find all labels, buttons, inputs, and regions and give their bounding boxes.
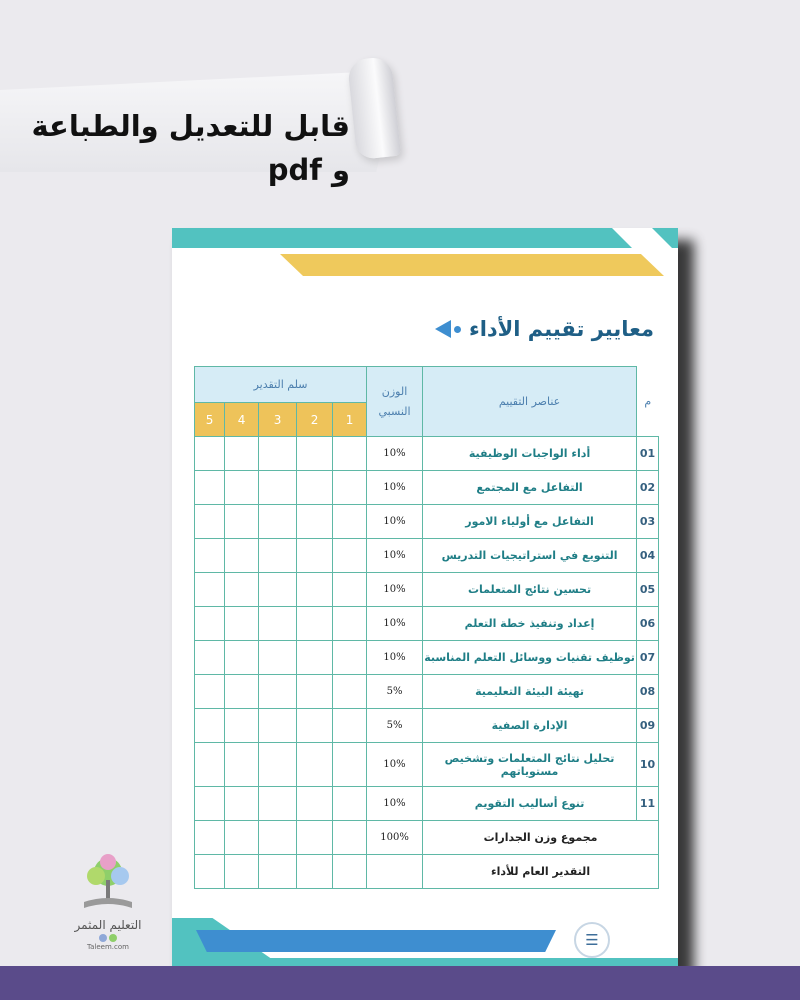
score-cell[interactable] xyxy=(297,821,333,855)
score-cell[interactable] xyxy=(259,675,297,709)
row-weight: 10% xyxy=(367,743,423,787)
score-cell[interactable] xyxy=(225,641,259,675)
score-cell[interactable] xyxy=(225,743,259,787)
scale-value: 3 xyxy=(259,403,297,437)
score-cell[interactable] xyxy=(333,855,367,889)
score-cell[interactable] xyxy=(297,573,333,607)
table-row xyxy=(195,709,659,743)
row-item: التفاعل مع أولياء الامور xyxy=(423,505,637,539)
score-cell[interactable] xyxy=(333,709,367,743)
row-item: توظيف تقنيات ووسائل التعلم المناسبة xyxy=(423,641,637,675)
score-cell[interactable] xyxy=(225,539,259,573)
bottom-blue-stripe xyxy=(196,930,556,952)
logo-site: Taleem.com xyxy=(87,943,129,951)
total-label: مجموع وزن الجدارات xyxy=(423,821,659,855)
row-item: إعداد وتنفيذ خطة التعلم xyxy=(423,607,637,641)
score-cell[interactable] xyxy=(259,471,297,505)
evaluation-table-wrap xyxy=(194,366,658,889)
header-weight: الوزن النسبي xyxy=(367,367,423,437)
score-cell[interactable] xyxy=(297,675,333,709)
score-cell[interactable] xyxy=(297,607,333,641)
top-yellow-stripe xyxy=(280,254,664,276)
score-cell[interactable] xyxy=(333,573,367,607)
row-item: تهيئة البيئة التعليمية xyxy=(423,675,637,709)
row-weight: 10% xyxy=(367,573,423,607)
table-row xyxy=(195,573,659,607)
score-cell[interactable] xyxy=(195,675,225,709)
score-cell[interactable] xyxy=(195,573,225,607)
score-cell[interactable] xyxy=(225,505,259,539)
banner-curl xyxy=(347,56,401,160)
row-item: التنويع في استراتيجيات التدريس xyxy=(423,539,637,573)
row-weight: 5% xyxy=(367,709,423,743)
row-item: تنوع أساليب التقويم xyxy=(423,787,637,821)
score-cell[interactable] xyxy=(195,539,225,573)
score-cell[interactable] xyxy=(259,855,297,889)
logo-name: التعليم المثمر xyxy=(74,918,142,932)
row-weight: 10% xyxy=(367,607,423,641)
score-cell[interactable] xyxy=(297,505,333,539)
row-weight: 10% xyxy=(367,539,423,573)
score-cell[interactable] xyxy=(259,573,297,607)
table-row xyxy=(195,675,659,709)
score-cell[interactable] xyxy=(195,743,225,787)
score-cell[interactable] xyxy=(297,787,333,821)
total-weight: 100% xyxy=(367,821,423,855)
row-num: 01 xyxy=(637,437,659,471)
score-cell[interactable] xyxy=(195,821,225,855)
table-row xyxy=(195,607,659,641)
table-row xyxy=(195,505,659,539)
heading-arrow-icon xyxy=(435,320,461,338)
score-cell[interactable] xyxy=(195,505,225,539)
row-num: 07 xyxy=(637,641,659,675)
score-cell[interactable] xyxy=(259,821,297,855)
score-cell[interactable] xyxy=(259,505,297,539)
logo-dots-icon xyxy=(98,934,118,942)
score-cell[interactable] xyxy=(333,787,367,821)
score-cell[interactable] xyxy=(195,437,225,471)
row-num: 09 xyxy=(637,709,659,743)
scale-value: 5 xyxy=(195,403,225,437)
row-num: 11 xyxy=(637,787,659,821)
row-item: تحليل نتائج المتعلمات وتشخيص مستوياتهم xyxy=(423,743,637,787)
scale-value: 2 xyxy=(297,403,333,437)
overall-row xyxy=(195,855,659,889)
row-weight: 5% xyxy=(367,675,423,709)
scale-value: 4 xyxy=(225,403,259,437)
score-cell[interactable] xyxy=(225,709,259,743)
score-cell[interactable] xyxy=(225,471,259,505)
table-row xyxy=(195,787,659,821)
row-num: 04 xyxy=(637,539,659,573)
score-cell[interactable] xyxy=(333,743,367,787)
row-num: 08 xyxy=(637,675,659,709)
row-weight: 10% xyxy=(367,471,423,505)
table-row xyxy=(195,471,659,505)
evaluation-table xyxy=(194,366,659,889)
score-cell[interactable] xyxy=(333,471,367,505)
score-cell[interactable] xyxy=(259,743,297,787)
table-row xyxy=(195,539,659,573)
score-cell[interactable] xyxy=(297,743,333,787)
banner-text: قابل للتعديل والطباعة و pdf xyxy=(31,109,350,187)
score-cell[interactable] xyxy=(195,709,225,743)
score-cell[interactable] xyxy=(195,471,225,505)
scale-value: 1 xyxy=(333,403,367,437)
score-cell[interactable] xyxy=(259,709,297,743)
row-weight: 10% xyxy=(367,437,423,471)
score-cell[interactable] xyxy=(333,675,367,709)
header-scale: سلم التقدير xyxy=(195,367,367,403)
row-weight: 10% xyxy=(367,641,423,675)
score-cell[interactable] xyxy=(297,437,333,471)
row-num: 02 xyxy=(637,471,659,505)
score-cell[interactable] xyxy=(333,641,367,675)
score-cell[interactable] xyxy=(259,787,297,821)
section-heading xyxy=(435,312,654,346)
table-row xyxy=(195,641,659,675)
header-item: عناصر التقييم xyxy=(423,367,637,437)
score-cell[interactable] xyxy=(225,607,259,641)
score-cell[interactable] xyxy=(195,787,225,821)
top-teal-stripe xyxy=(172,228,678,248)
row-item: تحسين نتائج المتعلمات xyxy=(423,573,637,607)
row-num: 06 xyxy=(637,607,659,641)
score-cell[interactable] xyxy=(225,573,259,607)
score-cell[interactable] xyxy=(333,821,367,855)
score-cell[interactable] xyxy=(225,675,259,709)
score-cell[interactable] xyxy=(297,855,333,889)
overall-weight-cell[interactable] xyxy=(367,855,423,889)
table-row xyxy=(195,437,659,471)
logo xyxy=(70,852,146,962)
document-page xyxy=(172,228,678,974)
score-cell[interactable] xyxy=(225,437,259,471)
header-num: م xyxy=(637,367,659,437)
score-cell[interactable] xyxy=(333,437,367,471)
score-cell[interactable] xyxy=(259,437,297,471)
bottom-purple-strip xyxy=(0,966,800,1000)
score-cell[interactable] xyxy=(259,607,297,641)
overall-label: التقدير العام للأداء xyxy=(423,855,659,889)
score-cell[interactable] xyxy=(297,709,333,743)
total-row xyxy=(195,821,659,855)
score-cell[interactable] xyxy=(195,641,225,675)
row-item: التفاعل مع المجتمع xyxy=(423,471,637,505)
score-cell[interactable] xyxy=(225,787,259,821)
score-cell[interactable] xyxy=(333,607,367,641)
row-item: الإدارة الصفية xyxy=(423,709,637,743)
score-cell[interactable] xyxy=(259,641,297,675)
score-cell[interactable] xyxy=(297,539,333,573)
score-cell[interactable] xyxy=(333,539,367,573)
heading-title: معايير تقييم الأداء xyxy=(468,317,654,341)
score-cell[interactable] xyxy=(225,855,259,889)
row-num: 10 xyxy=(637,743,659,787)
score-cell[interactable] xyxy=(195,607,225,641)
row-num: 05 xyxy=(637,573,659,607)
tree-book-icon xyxy=(78,852,138,914)
score-cell[interactable] xyxy=(259,539,297,573)
row-weight: 10% xyxy=(367,787,423,821)
score-cell[interactable] xyxy=(225,821,259,855)
score-cell[interactable] xyxy=(297,471,333,505)
row-num: 03 xyxy=(637,505,659,539)
list-icon: ☰ xyxy=(574,922,610,958)
score-cell[interactable] xyxy=(195,855,225,889)
row-weight: 10% xyxy=(367,505,423,539)
table-row xyxy=(195,743,659,787)
score-cell[interactable] xyxy=(297,641,333,675)
score-cell[interactable] xyxy=(333,505,367,539)
row-item: أداء الواجبات الوظيفية xyxy=(423,437,637,471)
